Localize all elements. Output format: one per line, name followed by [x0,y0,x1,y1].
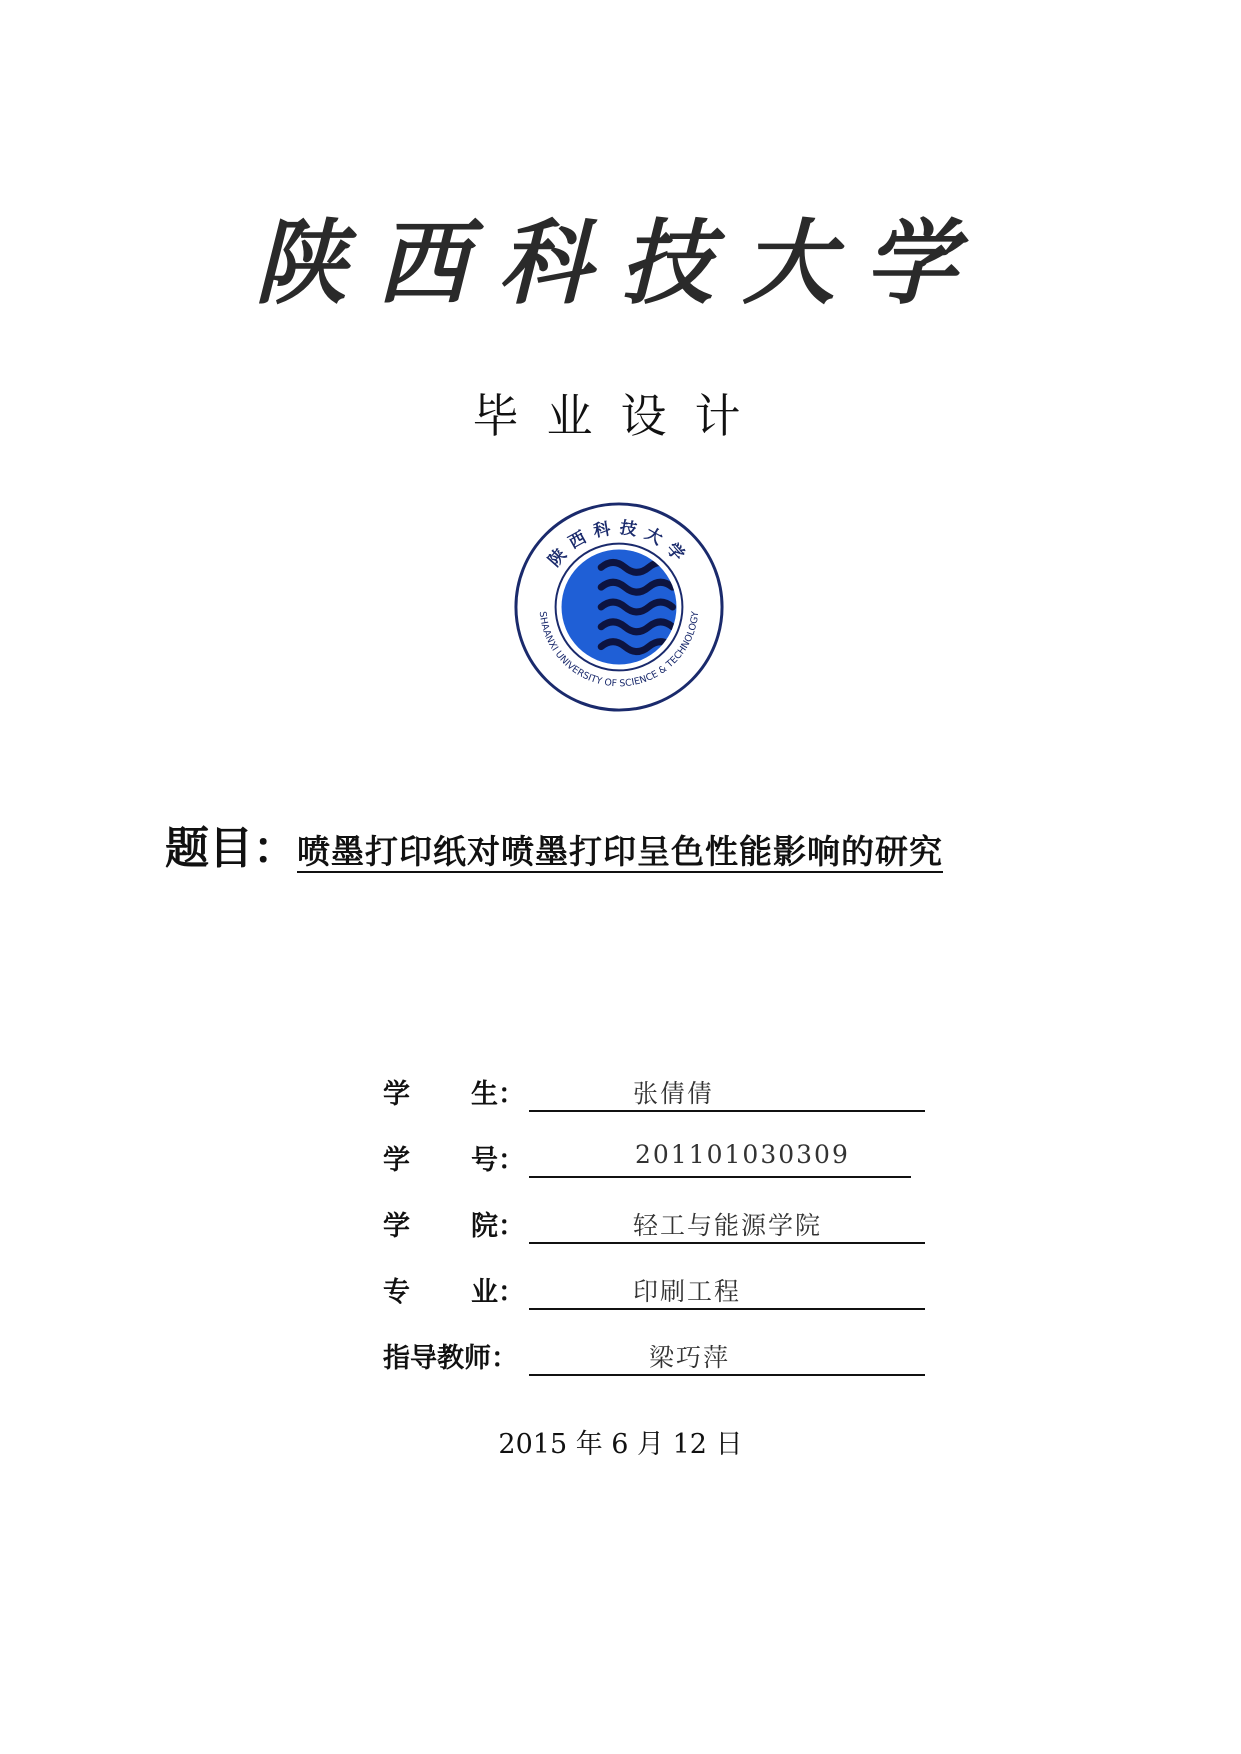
document-type: 毕业设计 [472,389,769,443]
submission-date: 2015 年 6 月 12 日 [498,1429,743,1460]
major-label: 专 业： [383,1277,525,1308]
seal-chinese-text: 陕西科技大学 [543,516,695,571]
advisor-label: 指导教师： [383,1343,518,1374]
student-value: 张倩倩 [633,1079,715,1108]
thesis-title-row [165,812,943,876]
student-id-underline [529,1176,911,1178]
college-label: 学 院： [383,1211,525,1242]
student-underline [529,1110,925,1112]
college-underline [529,1242,925,1244]
advisor-value: 梁巧萍 [649,1343,731,1372]
student-id-label: 学 号： [383,1145,525,1176]
student-label: 学 生： [383,1079,525,1110]
title-label: 题目： [165,823,297,874]
university-seal-logo [510,498,728,716]
thesis-title: 喷墨打印纸对喷墨打印呈色性能影响的研究 [297,832,943,871]
major-value: 印刷工程 [633,1277,742,1306]
college-value: 轻工与能源学院 [633,1211,823,1240]
advisor-underline [529,1374,925,1376]
major-underline [529,1308,925,1310]
university-name: 陕西科技大学 [254,209,987,317]
student-id-value: 201101030309 [635,1140,850,1169]
seal-english-text: SHAANXI UNIVERSITY OF SCIENCE & TECHNOLOGY [536,610,702,690]
